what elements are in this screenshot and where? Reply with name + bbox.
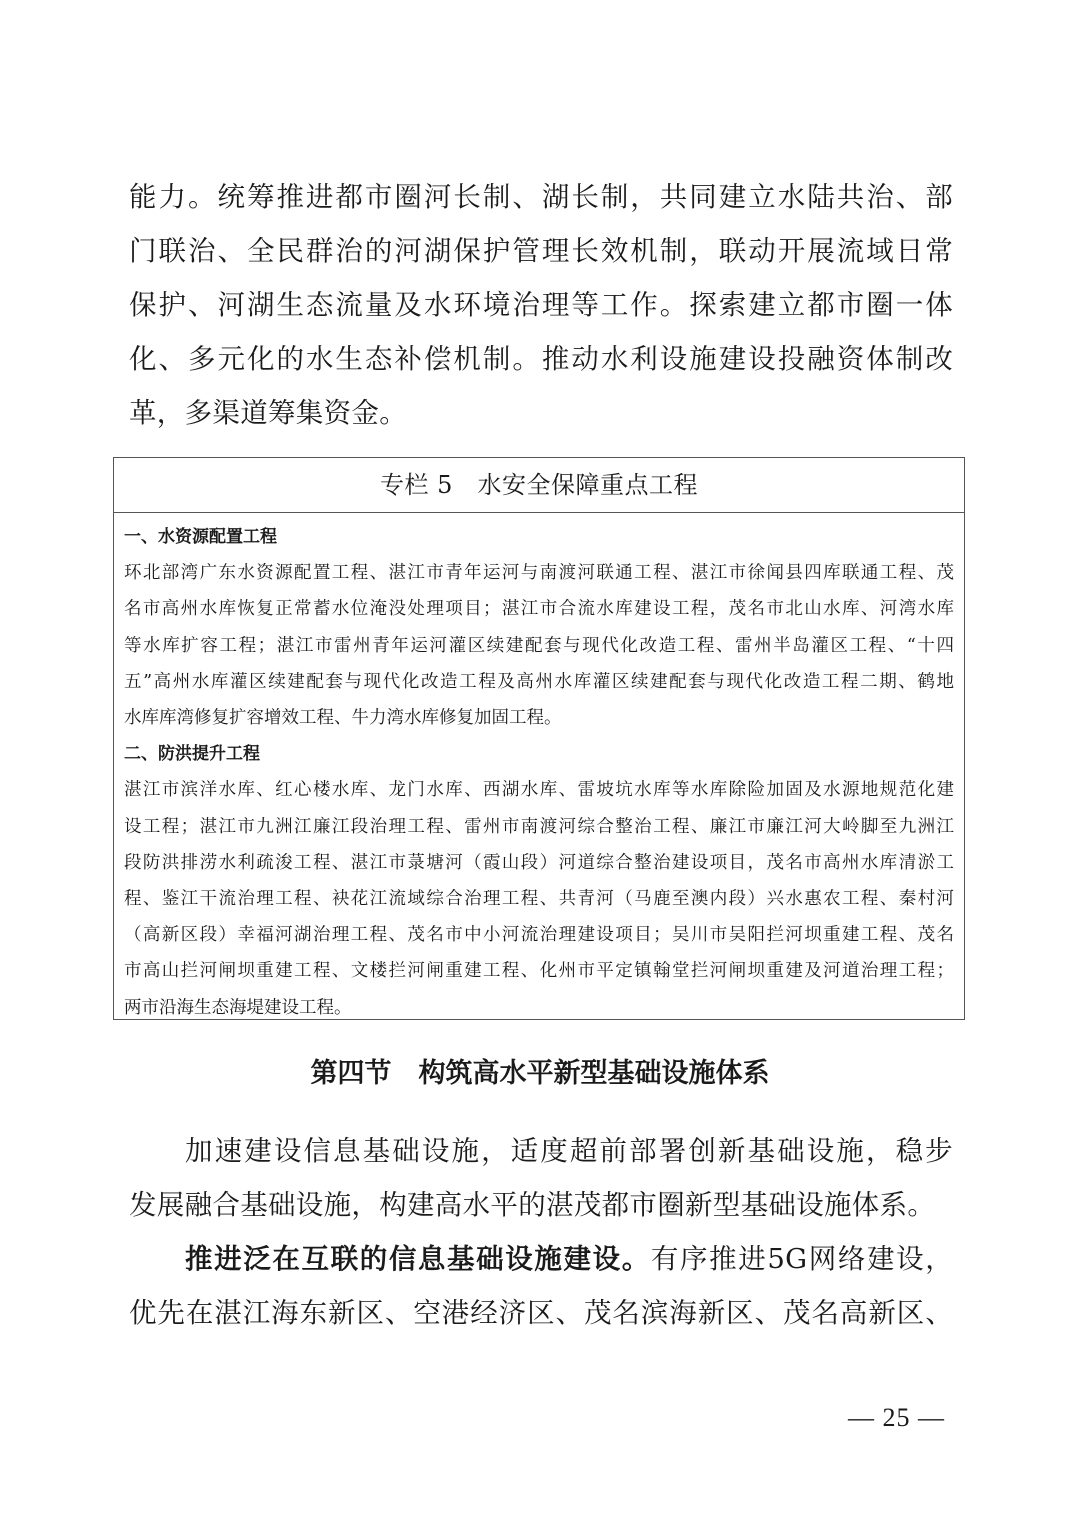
box-line: 五”高州水库灌区续建配套与现代化改造工程及高州水库灌区续建配套与现代化改造工程二期、鹤地 — [124, 671, 954, 692]
text-line: 优先在湛江海东新区、空港经济区、茂名滨海新区、茂名高新区、 — [129, 1297, 953, 1329]
info-paragraph — [129, 1232, 953, 1340]
box-line: 程、鉴江干流治理工程、袂花江流域综合治理工程、共青河（马鹿至澳内段）兴水惠农工程、秦村河 — [124, 889, 954, 910]
column-box-title: 专栏 5 水安全保障重点工程 — [114, 458, 964, 513]
box-line: 环北部湾广东水资源配置工程、湛江市青年运河与南渡河联通工程、湛江市徐闻县四库联通工程、茂 — [124, 563, 954, 584]
column-box-body — [114, 513, 964, 1026]
text-line: 门联治、全民群治的河湖保护管理长效机制，联动开展流域日常 — [129, 235, 953, 267]
text-line: 化、多元化的水生态补偿机制。推动水利设施建设投融资体制改 — [129, 343, 953, 375]
intro-paragraph — [129, 1124, 953, 1232]
text-line: 能力。统筹推进都市圈河长制、湖长制，共同建立水陆共治、部 — [129, 181, 953, 213]
top-paragraph — [129, 170, 953, 440]
text-line: 革，多渠道筹集资金。 — [129, 397, 407, 429]
text-line: 加速建设信息基础设施，适度超前部署创新基础设施，稳步 — [185, 1135, 953, 1167]
text-rest: 有序推进5G网络建设， — [650, 1243, 953, 1275]
box-line: （高新区段）幸福河湖治理工程、茂名市中小河流治理建设项目；吴川市吴阳拦河坝重建工程、茂名 — [124, 925, 954, 946]
section-heading: 一、水资源配置工程 — [124, 527, 277, 547]
box-line: 等水库扩容工程；湛江市雷州青年运河灌区续建配套与现代化改造工程、雷州半岛灌区工程、“十四 — [124, 635, 954, 656]
box-line: 名市高州水库恢复正常蓄水位淹没处理项目；湛江市合流水库建设工程，茂名市北山水库、河湾水库 — [124, 599, 954, 620]
section-heading: 二、防洪提升工程 — [124, 744, 260, 765]
box-line: 市高山拦河闸坝重建工程、文楼拦河闸重建工程、化州市平定镇翰堂拦河闸坝重建及河道治理工程； — [124, 961, 954, 982]
box-line: 湛江市滨洋水库、红心楼水库、龙门水库、西湖水库、雷坡坑水库等水库除险加固及水源地规范化建 — [124, 780, 954, 801]
box-line: 两市沿海生态海堤建设工程。 — [124, 997, 352, 1018]
box-line: 水库库湾修复扩容增效工程、牛力湾水库修复加固工程。 — [124, 708, 562, 729]
column-box — [113, 457, 965, 1020]
text-line — [129, 1232, 953, 1286]
bold-lead: 推进泛在互联的信息基础设施建设。 — [185, 1243, 651, 1275]
box-line: 段防洪排涝水利疏浚工程、湛江市菉塘河（霞山段）河道综合整治建设项目，茂名市高州水库清淤工 — [124, 852, 954, 873]
text-line: 保护、河湖生态流量及水环境治理等工作。探索建立都市圈一体 — [129, 289, 953, 321]
text-line: 发展融合基础设施，构建高水平的湛茂都市圈新型基础设施体系。 — [129, 1189, 936, 1221]
box-line: 设工程；湛江市九洲江廉江段治理工程、雷州市南渡河综合整治工程、廉江市廉江河大岭脚至九洲江 — [124, 816, 954, 837]
page-number: — 25 — — [848, 1403, 945, 1432]
section-title: 第四节 构筑高水平新型基础设施体系 — [310, 1058, 770, 1089]
